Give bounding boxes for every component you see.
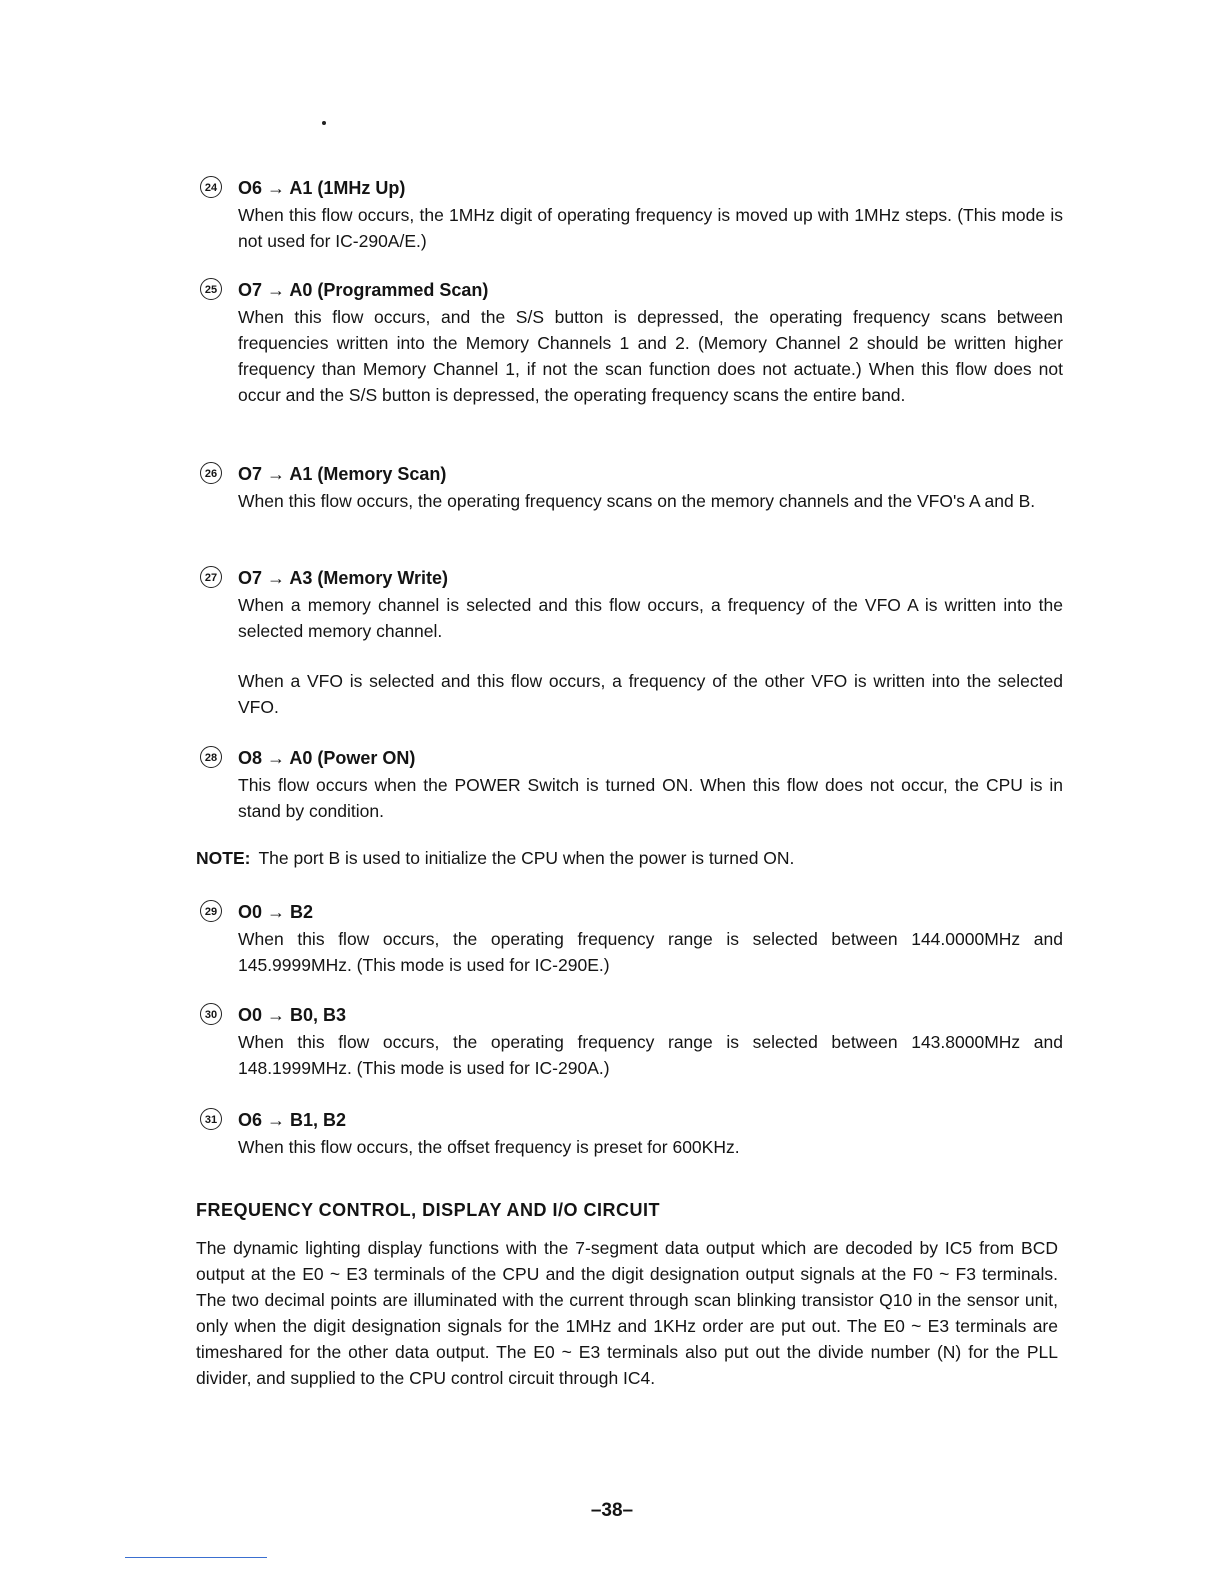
item-description: When this flow occurs, and the S/S button is depressed, the operating frequency scans between frequencies written into the Memory Channels 1 and 2. (Memory Channel 2 should be written higher frequency than Memory Channel 1, if not the scan function does not actuate.) When this flow does not occur and the S/S button is depressed, the operating frequency scans the entire band. <box>238 307 1063 405</box>
stray-mark <box>322 121 326 125</box>
item-description: When this flow occurs, the operating frequency range is selected between 143.8000MHz and 148.1999MHz. (This mode is used for IC-290A.) <box>238 1032 1063 1078</box>
item-number-badge: 30 <box>200 1003 222 1025</box>
item-description-extra: When a VFO is selected and this flow occurs, a frequency of the other VFO is written into the selected VFO. <box>238 671 1063 717</box>
item-number-badge: 31 <box>200 1108 222 1130</box>
item-heading: O7 → A0 (Programmed Scan) <box>238 280 489 300</box>
item-heading: O8 → A0 (Power ON) <box>238 748 416 768</box>
item-heading: O7 → A3 (Memory Write) <box>238 568 449 588</box>
item-description: When this flow occurs, the offset frequency is preset for 600KHz. <box>238 1137 740 1157</box>
item-heading: O7 → A1 (Memory Scan) <box>238 464 447 484</box>
section-heading: FREQUENCY CONTROL, DISPLAY AND I/O CIRCUIT <box>196 1200 661 1220</box>
item-description: When this flow occurs, the operating frequency range is selected between 144.0000MHz and 145.9999MHz. (This mode is used for IC-290E.) <box>238 929 1063 975</box>
item-number-badge: 29 <box>200 900 222 922</box>
item-heading: O6 → B1, B2 <box>238 1110 347 1130</box>
item-heading: O0 → B0, B3 <box>238 1005 347 1025</box>
item-description: When this flow occurs, the operating frequency scans on the memory channels and the VFO's A and B. <box>238 491 1036 511</box>
section-paragraph: The dynamic lighting display functions with the 7-segment data output which are decoded by IC5 from BCD output at the E0 ~ E3 terminals of the CPU and the digit designation output signals at the F0 ~ F3 terminals. The two decimal points are illuminated with the current through scan blinking transistor Q10 in the sensor unit, only when the digit designation signals for the 1MHz and 1KHz order are put out. The E0 ~ E3 terminals are timeshared for the other data output. The E0 ~ E3 terminals also put out the divide number (N) for the PLL divider, and supplied to the CPU control circuit through IC4. <box>196 1238 1058 1388</box>
item-description: When this flow occurs, the 1MHz digit of operating frequency is moved up with 1MHz steps. (This mode is not used for IC-290A/E.) <box>238 205 1063 251</box>
item-number-badge: 24 <box>200 176 222 198</box>
item-description: This flow occurs when the POWER Switch is turned ON. When this flow does not occur, the CPU is in stand by condition. <box>238 775 1063 821</box>
item-number-badge: 26 <box>200 462 222 484</box>
footer-rule <box>125 1557 267 1558</box>
item-description: When a memory channel is selected and this flow occurs, a frequency of the VFO A is written into the selected memory channel. <box>238 595 1063 641</box>
item-heading: O0 → B2 <box>238 902 314 922</box>
note-label: NOTE: <box>196 848 251 868</box>
item-number-badge: 28 <box>200 746 222 768</box>
item-number-badge: 27 <box>200 566 222 588</box>
note <box>196 848 794 869</box>
item-heading: O6 → A1 (1MHz Up) <box>238 178 406 198</box>
note-text: The port B is used to initialize the CPU when the power is turned ON. <box>258 848 795 868</box>
page-number: –38– <box>590 1500 634 1521</box>
item-number-badge: 25 <box>200 278 222 300</box>
